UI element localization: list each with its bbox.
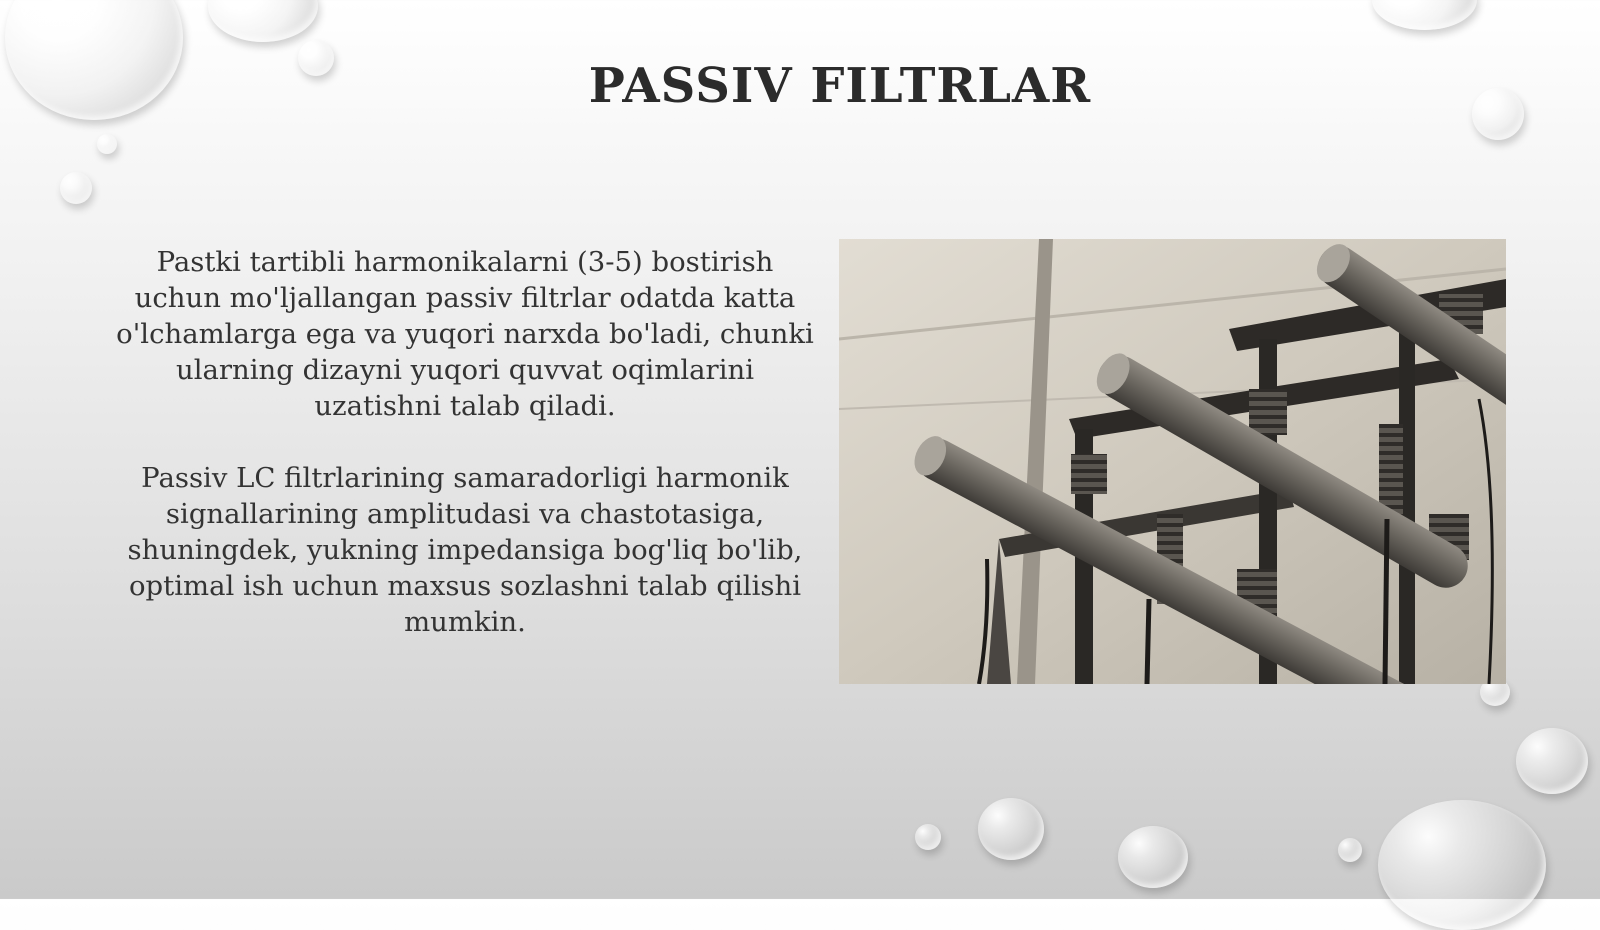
water-droplet-icon [5, 0, 183, 120]
slide-body-text [110, 244, 820, 676]
water-droplet-icon [978, 798, 1044, 860]
water-droplet-icon [915, 824, 941, 850]
water-droplet-icon [1472, 88, 1524, 140]
water-droplet-icon [208, 0, 318, 42]
water-droplet-icon [97, 134, 117, 154]
slide-title: PASSIV FILTRLAR [588, 58, 1092, 114]
water-droplet-icon [1338, 838, 1362, 862]
body-paragraph: Pastki tartibli harmonikalarni (3-5) bostirish uchun mo'ljallangan passiv filtrlar odatda katta o'lchamlarga ega va yuqori narxda bo'ladi, chunki ularning dizayni yuqori quvvat oqimlarini uzatishni talab qiladi. [116, 246, 814, 422]
body-paragraph: Passiv LC filtrlarining samaradorligi harmonik signallarining amplitudasi va chastotasiga, shuningdek, yukning impedansiga bog'liq bo'lib, optimal ish uchun maxsus sozlashni talab qilishi mumkin. [127, 462, 803, 638]
water-droplet-icon [298, 40, 334, 76]
insulators-photo [839, 239, 1506, 684]
high-voltage-insulators-icon [839, 239, 1506, 684]
water-droplet-icon [1378, 800, 1546, 930]
water-droplet-icon [60, 172, 92, 204]
water-droplet-icon [1516, 728, 1588, 794]
water-droplet-icon [1372, 0, 1477, 30]
water-droplet-icon [1118, 826, 1188, 888]
